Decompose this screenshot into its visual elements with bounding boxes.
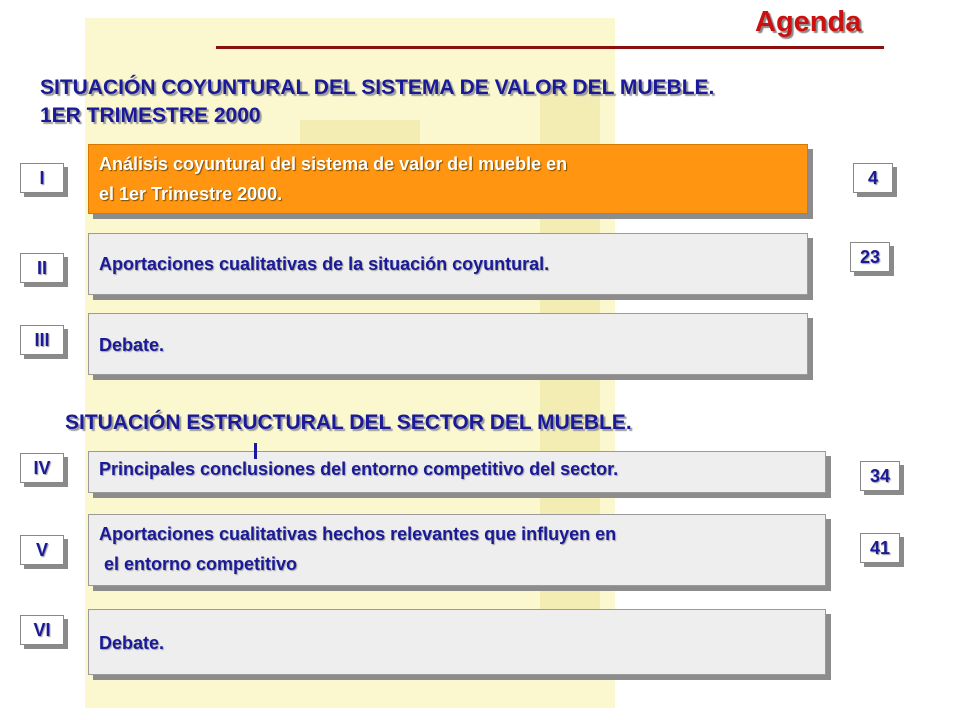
page-number-II[interactable]: 23	[850, 242, 890, 272]
section-heading-line: SITUACIÓN ESTRUCTURAL DEL SECTOR DEL MUEBLE.	[65, 411, 632, 434]
agenda-number-II[interactable]: II	[20, 253, 64, 283]
agenda-item-text: el entorno competitivo	[99, 554, 298, 574]
agenda-item-V[interactable]	[88, 514, 826, 586]
section-heading-line: SITUACIÓN COYUNTURAL DEL SISTEMA DE VALOR DEL MUEBLE.	[40, 76, 715, 99]
agenda-item-VI[interactable]	[88, 609, 826, 675]
agenda-item-I[interactable]	[88, 144, 808, 214]
agenda-item-text: Análisis coyuntural del sistema de valor del mueble en	[99, 154, 568, 174]
text-cursor-mark	[254, 443, 257, 459]
page-number-IV[interactable]: 34	[860, 461, 900, 491]
title-underline	[216, 46, 884, 49]
agenda-item-text: Debate.	[99, 335, 165, 355]
section-heading-estructural	[65, 409, 632, 437]
page-number-V[interactable]: 41	[860, 533, 900, 563]
page-title: Agenda	[755, 6, 862, 38]
page-number-I[interactable]: 4	[853, 163, 893, 193]
agenda-number-IV[interactable]: IV	[20, 453, 64, 483]
agenda-item-IV[interactable]	[88, 451, 826, 493]
agenda-item-text: Aportaciones cualitativas hechos relevantes que influyen en	[99, 524, 617, 544]
agenda-number-I[interactable]: I	[20, 163, 64, 193]
agenda-item-text: Debate.	[99, 633, 165, 653]
agenda-number-III[interactable]: III	[20, 325, 64, 355]
agenda-item-text: Principales conclusiones del entorno competitivo del sector.	[99, 459, 619, 479]
agenda-item-text: Aportaciones cualitativas de la situación coyuntural.	[99, 254, 550, 274]
agenda-item-III[interactable]	[88, 313, 808, 375]
agenda-item-text: el 1er Trimestre 2000.	[99, 184, 283, 204]
agenda-item-II[interactable]	[88, 233, 808, 295]
section-heading-coyuntural	[40, 74, 714, 130]
agenda-number-VI[interactable]: VI	[20, 615, 64, 645]
section-heading-line: 1ER TRIMESTRE 2000	[40, 104, 261, 127]
agenda-number-V[interactable]: V	[20, 535, 64, 565]
